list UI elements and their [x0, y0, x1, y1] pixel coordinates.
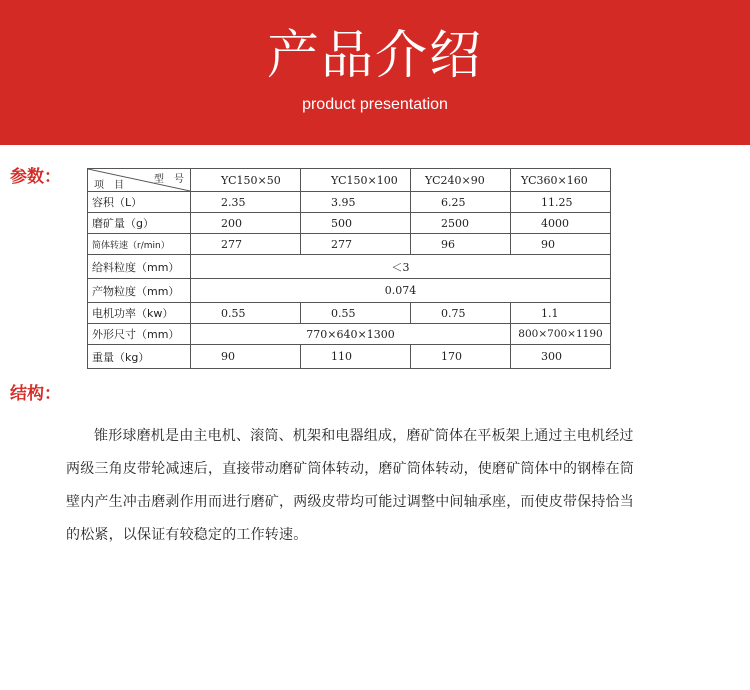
- table-row: [88, 345, 611, 369]
- row-label: 外形尺寸（mm）: [88, 324, 191, 345]
- table-cell: 2500: [411, 213, 511, 234]
- table-cell: 90: [191, 345, 301, 369]
- model-header: YC150×100: [301, 169, 411, 192]
- table-header-row: [88, 169, 611, 192]
- row-label: 磨矿量（g）: [88, 213, 191, 234]
- table-cell: 170: [411, 345, 511, 369]
- row-label: 重量（kg）: [88, 345, 191, 369]
- row-label: 容积（L）: [88, 192, 191, 213]
- corner-model-label: 型 号: [154, 174, 184, 185]
- table-cell: 96: [411, 234, 511, 255]
- table-row: [88, 279, 611, 303]
- table-row: [88, 234, 611, 255]
- table-row: [88, 192, 611, 213]
- row-label: 产物粒度（mm）: [88, 279, 191, 303]
- table-corner-cell: [88, 169, 191, 192]
- row-label: 简体转速（r/min）: [88, 234, 191, 255]
- row-label: 电机功率（kw）: [88, 303, 191, 324]
- table-cell: 300: [511, 345, 611, 369]
- structure-description: 锥形球磨机是由主电机、滚筒、机架和电器组成，磨矿筒体在平板架上通过主电机经过两级三角皮带轮减速后，直接带动磨矿筒体转动，磨矿筒体转动，使磨矿筒体中的钢棒在筒壁内产生冲击磨剥作用而进行磨矿，两级皮带均可能过调整中间轴承座，而使皮带保持恰当的松紧，以保证有较稳定的工作转速。: [66, 428, 634, 543]
- table-cell: 800×700×1190: [511, 324, 611, 345]
- page-title: 产品介绍: [266, 26, 483, 86]
- table-cell: 90: [511, 234, 611, 255]
- table-row: [88, 255, 611, 279]
- table-cell: 110: [301, 345, 411, 369]
- table-cell-merged: 770×640×1300: [191, 324, 511, 345]
- table-cell: 277: [301, 234, 411, 255]
- table-cell: 277: [191, 234, 301, 255]
- model-header: YC240×90: [411, 169, 511, 192]
- model-header: YC150×50: [191, 169, 301, 192]
- header-banner: [0, 0, 750, 145]
- table-cell: 4000: [511, 213, 611, 234]
- page-subtitle: product presentation: [302, 96, 448, 113]
- model-header: YC360×160: [511, 169, 611, 192]
- table-cell: 11.25: [511, 192, 611, 213]
- params-heading: 参数：: [10, 167, 61, 187]
- table-row: [88, 303, 611, 324]
- table-cell: 0.55: [191, 303, 301, 324]
- row-label: 给料粒度（mm）: [88, 255, 191, 279]
- structure-heading: 结构：: [10, 384, 61, 404]
- table-cell-merged: 0.074: [191, 279, 611, 303]
- corner-item-label: 项 目: [94, 180, 124, 191]
- table-cell: 6.25: [411, 192, 511, 213]
- table-cell: 500: [301, 213, 411, 234]
- table-cell: 0.75: [411, 303, 511, 324]
- table-cell: 2.35: [191, 192, 301, 213]
- table-row: [88, 213, 611, 234]
- table-cell: 0.55: [301, 303, 411, 324]
- table-cell: 200: [191, 213, 301, 234]
- spec-table: [87, 168, 611, 369]
- table-cell-merged: ＜3: [191, 255, 611, 279]
- table-cell: 3.95: [301, 192, 411, 213]
- table-cell: 1.1: [511, 303, 611, 324]
- table-row: [88, 324, 611, 345]
